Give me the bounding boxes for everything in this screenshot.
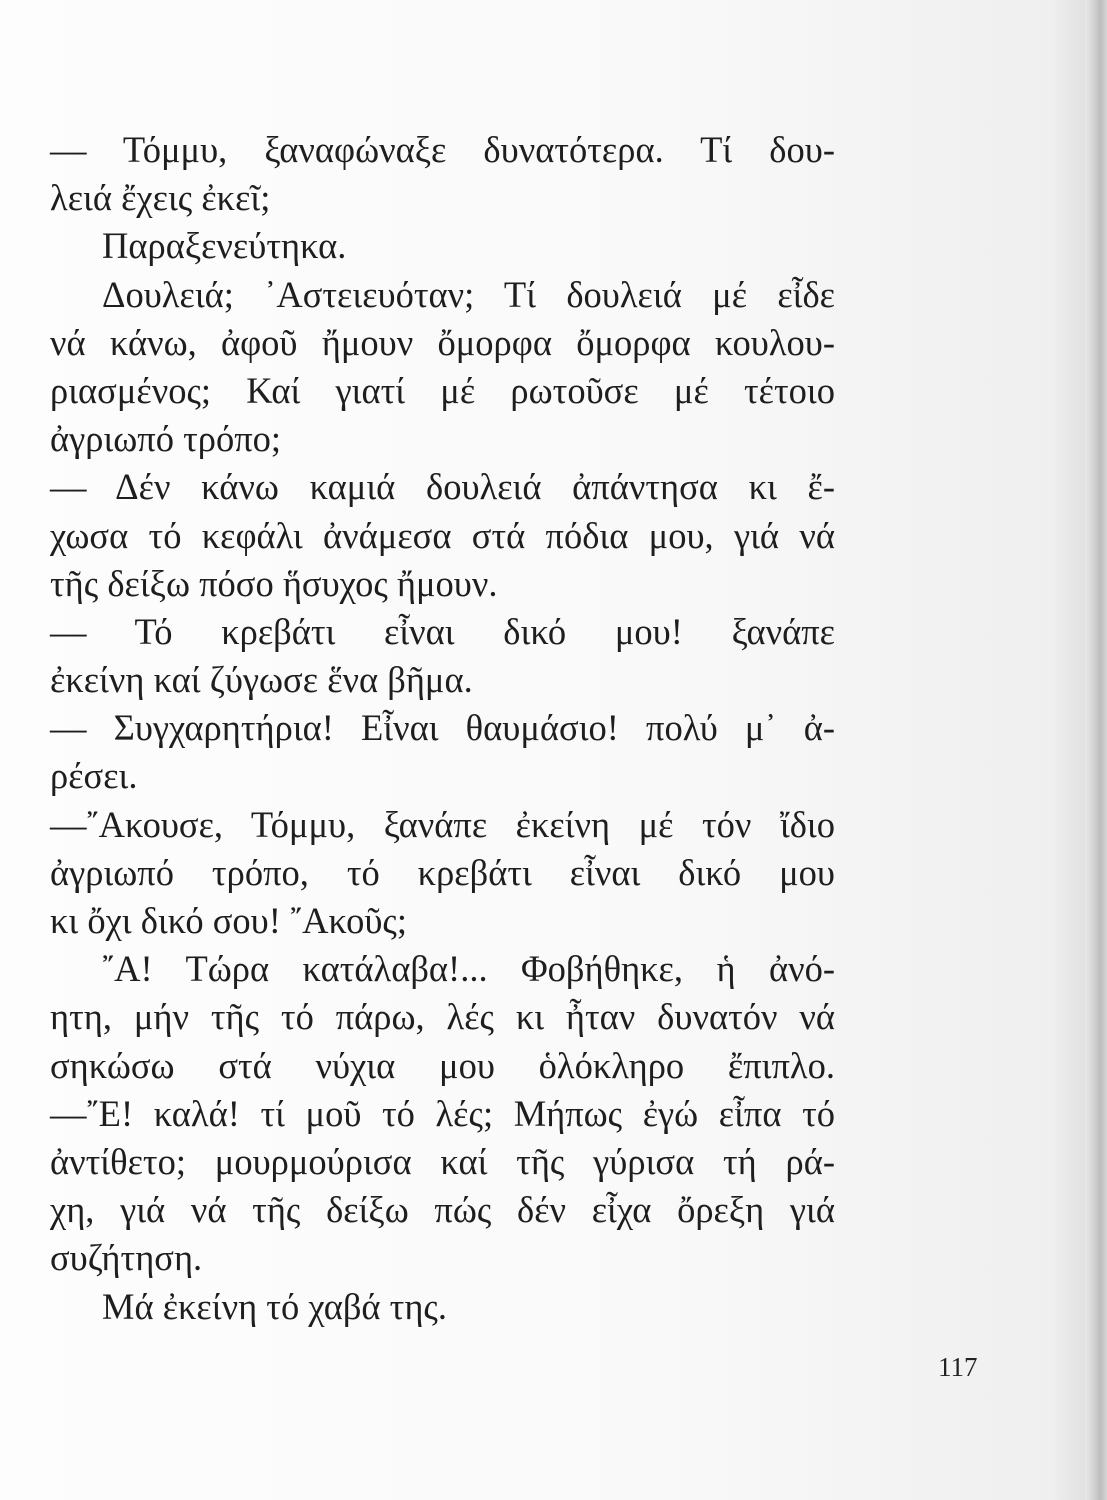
text-line: νά κάνω, ἀφοῦ ἤμουν ὄμορφα ὄμορφα κουλου- xyxy=(50,321,835,363)
text-line: ῎Α! Τώρα κατάλαβα!... Φοβήθηκε, ἡ ἀνό- xyxy=(102,948,835,990)
text-line: — Τό κρεβάτι εἶναι δικό μου! ξανάπε xyxy=(50,610,835,652)
text-line: — Δέν κάνω καμιά δουλειά ἀπάντησα κι ἔ- xyxy=(50,466,835,508)
page-number: 117 xyxy=(938,1352,978,1382)
text-line: — Τόμμυ, ξαναφώναξε δυνατότερα. Τί δου- xyxy=(50,129,835,170)
text-line: —῎Ε! καλά! τί μοῦ τό λές; Μήπως ἐγώ εἶπα τό xyxy=(50,1092,835,1134)
text-line: ριασμένος; Καί γιατί μέ ρωτοῦσε μέ τέτοιο xyxy=(50,369,835,411)
text-line: λειά ἔχεις ἐκεῖ; xyxy=(50,177,271,219)
text-line: συζήτηση. xyxy=(50,1237,203,1279)
text-line: ἀντίθετο; μουρμούρισα καί τῆς γύρισα τή ρά- xyxy=(50,1140,835,1182)
body-text xyxy=(50,126,835,1331)
text-line: — Συγχαρητήρια! Εἶναι θαυμάσιο! πολύ μ᾿ ἀ- xyxy=(50,707,835,749)
text-line: ἐκείνη καί ζύγωσε ἕνα βῆμα. xyxy=(50,659,473,701)
text-line: Δουλειά; ᾿Αστειευόταν; Τί δουλειά μέ εἶδε xyxy=(102,273,835,315)
text-line: τῆς δείξω πόσο ἥσυχος ἤμουν. xyxy=(50,562,498,604)
text-line: —῎Ακουσε, Τόμμυ, ξανάπε ἐκείνη μέ τόν ἴδιο xyxy=(50,803,835,845)
text-line: Παραξενεύτηκα. xyxy=(102,225,347,267)
text-line: ητη, μήν τῆς τό πάρω, λές κι ἦταν δυνατόν νά xyxy=(50,996,835,1038)
text-line: σηκώσω στά νύχια μου ὁλόκληρο ἔπιπλο. xyxy=(50,1044,835,1086)
text-line: χωσα τό κεφάλι ἀνάμεσα στά πόδια μου, γιά νά xyxy=(50,514,835,556)
text-line: ἀγριωπό τρόπο; xyxy=(50,418,282,460)
text-line: χη, γιά νά τῆς δείξω πώς δέν εἶχα ὄρεξη γιά xyxy=(50,1189,835,1231)
text-line: κι ὄχι δικό σου! ῎Ακοῦς; xyxy=(50,900,408,941)
page-edge-shadow xyxy=(1085,0,1107,1500)
text-line: ρέσει. xyxy=(50,755,138,797)
text-line: Μά ἐκείνη τό χαβά της. xyxy=(102,1285,448,1327)
text-line: ἀγριωπό τρόπο, τό κρεβάτι εἶναι δικό μου xyxy=(50,851,835,893)
